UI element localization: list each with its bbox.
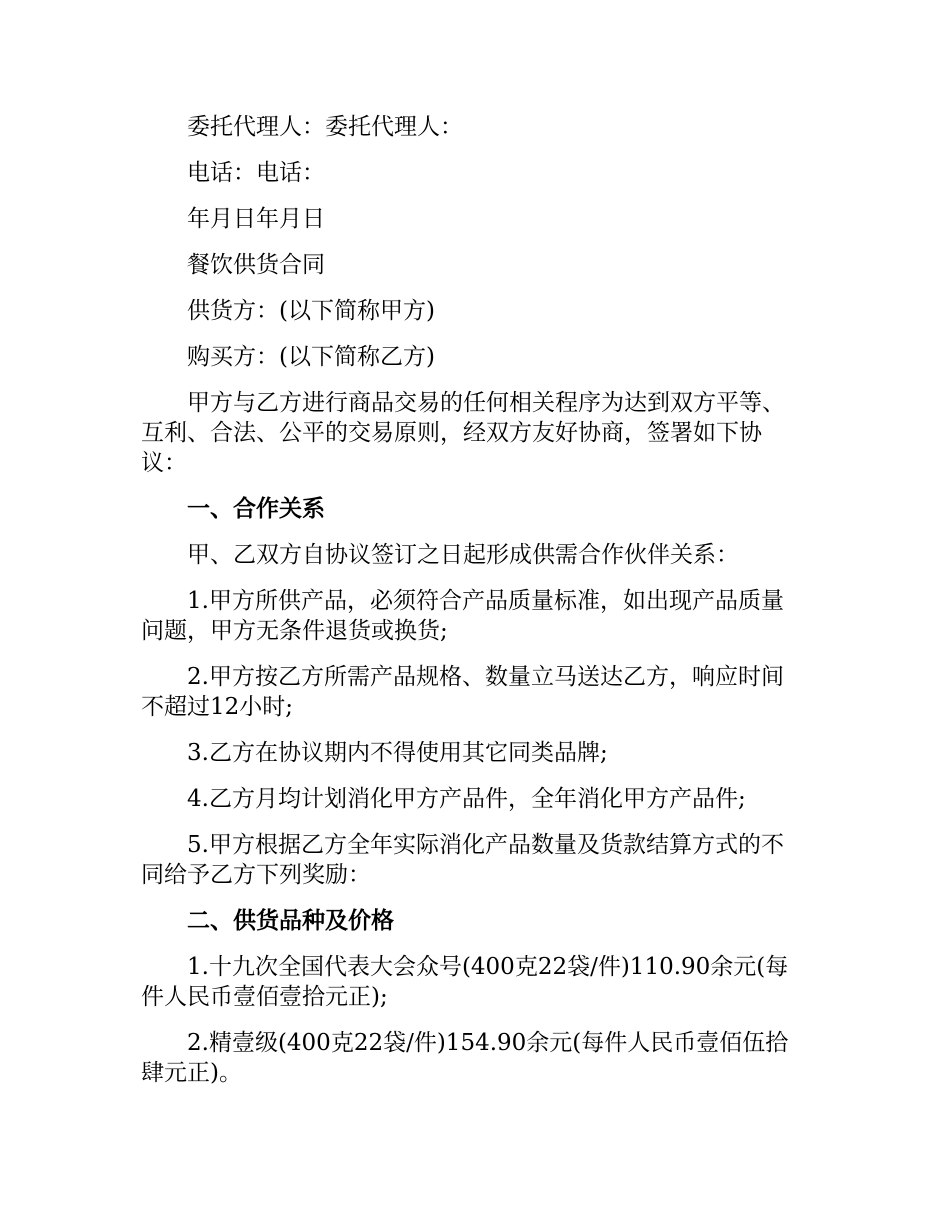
paragraph-agent: 委托代理人：委托代理人： xyxy=(187,114,463,140)
section-heading-products-prices: 二、供货品种及价格 xyxy=(187,908,394,934)
list-item-cooperation-2: 2.甲方按乙方所需产品规格、数量立马送达乙方，响应时间不超过12小时; xyxy=(141,664,784,720)
paragraph-buyer: 购买方：(以下简称乙方) xyxy=(187,344,435,370)
list-item-product-2: 2.精壹级(400克22袋/件)154.90余元(每件人民币壹佰伍拾肆元正)。 xyxy=(141,1030,789,1086)
list-item-cooperation-1: 1.甲方所供产品，必须符合产品质量标准，如出现产品质量问题，甲方无条件退货或换货; xyxy=(141,588,784,644)
list-item-cooperation-5: 5.甲方根据乙方全年实际消化产品数量及货款结算方式的不同给予乙方下列奖励： xyxy=(141,832,784,888)
paragraph-supplier: 供货方：(以下简称甲方) xyxy=(187,298,435,324)
document-body xyxy=(141,112,806,1088)
list-item-product-1: 1.十九次全国代表大会众号(400克22袋/件)110.90余元(每件人民币壹佰壹拾元正); xyxy=(141,954,789,1010)
paragraph-phone: 电话：电话： xyxy=(187,160,325,186)
section-heading-cooperation: 一、合作关系 xyxy=(187,496,325,522)
paragraph-contract-title: 餐饮供货合同 xyxy=(187,252,325,278)
paragraph-date: 年月日年月日 xyxy=(187,206,325,232)
list-item-cooperation-4: 4.乙方月均计划消化甲方产品件，全年消化甲方产品件; xyxy=(187,786,746,812)
list-item-cooperation-3: 3.乙方在协议期内不得使用其它同类品牌; xyxy=(187,740,608,766)
paragraph-cooperation-intro: 甲、乙双方自协议签订之日起形成供需合作伙伴关系： xyxy=(187,542,739,568)
paragraph-intro: 甲方与乙方进行商品交易的任何相关程序为达到双方平等、互利、合法、公平的交易原则，经双方友好协商，签署如下协议： xyxy=(141,390,785,476)
